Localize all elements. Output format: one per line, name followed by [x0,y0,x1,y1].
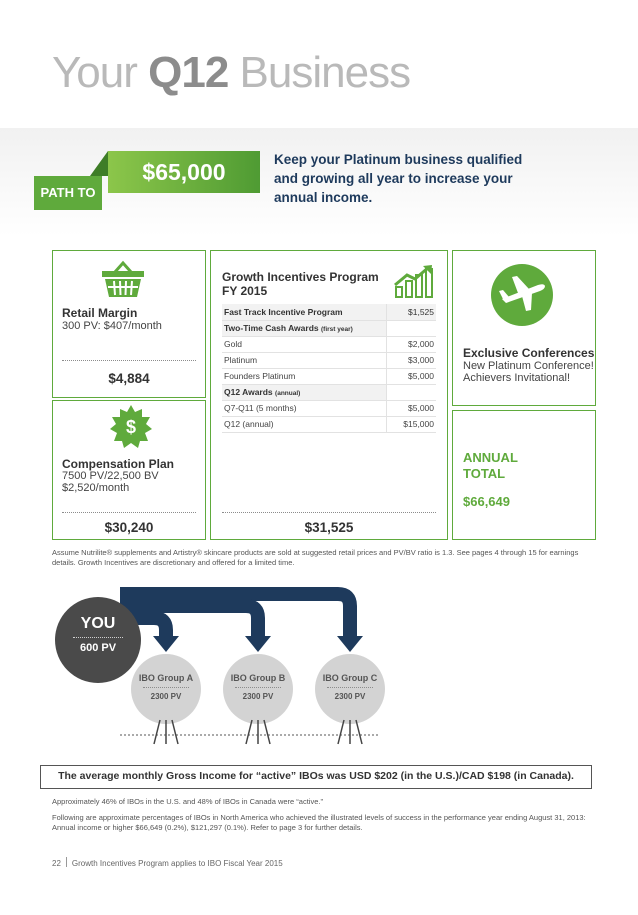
group-divider [327,687,373,688]
table-row [222,336,436,352]
growth-title-line-2: FY 2015 [222,284,268,298]
growth-incentives-amount: $31,525 [304,520,354,535]
page-title: Your Q12 Business [52,48,411,97]
table-cell: Q7-Q11 (5 months) [222,400,386,416]
group-name: IBO Group C [322,673,378,683]
table-row [222,400,436,416]
table-row [222,304,436,320]
table-cell [222,384,386,400]
cash-awards-note: (first year) [321,326,353,333]
annual-total-amount: $66,649 [463,494,510,509]
table-row [222,352,436,368]
growth-title-line-1: Growth Incentives Program [222,270,379,284]
cash-awards-heading: Two-Time Cash Awards [224,323,319,333]
table-cell: $1,525 [386,304,436,320]
ibo-group-a [131,654,201,724]
growth-incentives-title [222,270,379,298]
table-row [222,368,436,384]
retail-divider [62,360,196,361]
q12-awards-heading: Q12 Awards [224,387,273,397]
badge-symbol: $ [125,417,137,437]
group-name: IBO Group B [230,673,286,683]
growth-divider [222,512,436,513]
gross-income-statement: The average monthly Gross Income for “active” IBOs was USD $202 (in the U.S.)/CAD $198 (in Canada). [40,765,592,789]
table-row [222,320,436,336]
exclusive-conferences-title: Exclusive Conferences [463,346,595,360]
you-label: YOU [80,615,116,632]
table-cell: $5,000 [386,400,436,416]
table-row [222,384,436,400]
table-cell: $15,000 [386,416,436,432]
table-cell: Founders Platinum [222,368,386,384]
airplane-icon [490,263,554,327]
annual-label-line-1: ANNUAL [463,450,518,465]
conferences-line-2: Achievers Invitational! [463,372,570,384]
page-footer [52,857,283,868]
annual-label-line-2: TOTAL [463,466,506,481]
group-pv: 2300 PV [150,692,182,701]
growth-incentives-table [222,304,436,433]
downline-legs [0,718,638,748]
dollar-badge-icon [109,404,153,448]
compensation-line-2: $2,520/month [62,482,130,494]
group-divider [235,687,281,688]
retail-margin-detail: 300 PV: $407/month [62,320,162,332]
table-row [222,416,436,432]
conferences-line-1: New Platinum Conference! [463,360,594,372]
path-to-amount: $65,000 [108,151,260,193]
compensation-line-1: 7500 PV/22,500 BV [62,470,159,482]
tagline: Keep your Platinum business qualified and growing all year to increase your annual income. [274,152,523,205]
table-cell: $5,000 [386,368,436,384]
basket-icon [100,260,146,300]
footer-separator [66,857,67,867]
q12-awards-note: (annual) [275,390,301,397]
table-cell: Q12 (annual) [222,416,386,432]
page-number: 22 [52,859,61,868]
table-cell [386,384,436,400]
active-ibo-note: Approximately 46% of IBOs in the U.S. and 48% of IBOs in Canada were “active.” [52,797,323,806]
you-divider [73,637,123,638]
group-name: IBO Group A [138,673,194,683]
assumption-note: Assume Nutrilite® supplements and Artistry® skincare products are sold at suggested retail prices and PV/BV ratio is 1.3. See pages 4 through 15 for earnings details. Growth Incentives are discretionary and offered for a limited time. [52,548,579,567]
ibo-group-b [223,654,293,724]
table-cell: Platinum [222,352,386,368]
group-pv: 2300 PV [334,692,366,701]
table-cell: $2,000 [386,336,436,352]
footer-text: Growth Incentives Program applies to IBO Fiscal Year 2015 [71,859,283,868]
success-levels-note: Following are approximate percentages of IBOs in North America who achieved the illustrated levels of success in the performance year ending August 31, 2013: Annual income or higher $66,649 (0.2%), $121,297 (0.1%). Refer to page 3 for further details. [52,813,586,832]
compensation-plan-title: Compensation Plan [62,457,175,471]
ribbon-fold [90,151,108,176]
retail-margin-title: Retail Margin [62,306,138,320]
group-divider [143,687,189,688]
table-cell: $3,000 [386,352,436,368]
compensation-plan-amount: $30,240 [104,520,154,535]
table-cell: Fast Track Incentive Program [222,304,386,320]
table-cell: Gold [222,336,386,352]
annual-total-label [463,450,518,482]
you-node [55,597,141,683]
you-pv: 600 PV [79,642,117,654]
table-cell [222,320,386,336]
ibo-group-c [315,654,385,724]
path-to-label: PATH TO [34,176,102,210]
retail-margin-amount: $4,884 [108,371,150,386]
table-cell [386,320,436,336]
group-pv: 2300 PV [242,692,274,701]
compensation-divider [62,512,196,513]
growth-chart-icon [393,263,437,299]
